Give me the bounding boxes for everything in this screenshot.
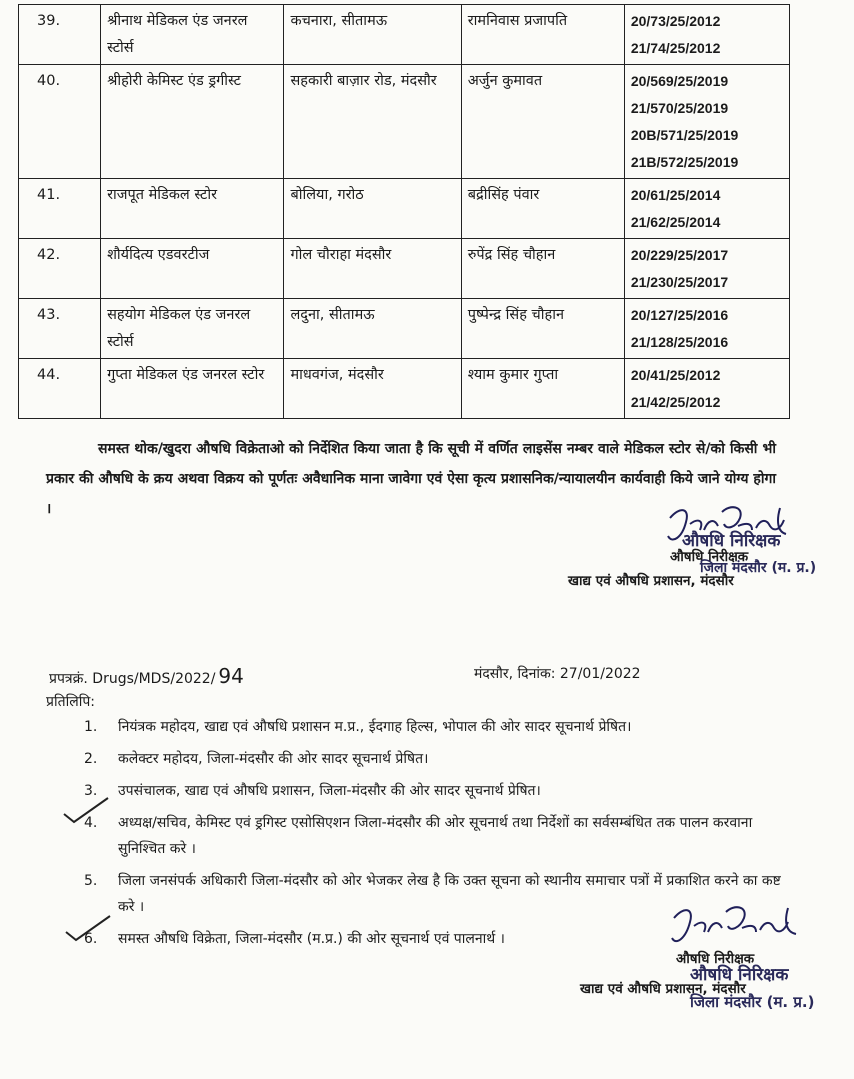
license-number: 20/229/25/2017 [630,247,729,263]
row-number: 42. [19,239,101,299]
copy-to-item-text: नियंत्रक महोदय, खाद्य एवं औषधि प्रशासन म.प्र., ईदगाह हिल्स, भोपाल की ओर सादर सूचनार्थ प्रेषित। [118,719,632,735]
copy-to-item-number: 4. [84,815,98,831]
store-name: श्रीहोरी केमिस्ट एंड ड्रगीस्ट [101,65,284,179]
store-address: बोलिया, गरोठ [284,179,461,239]
table-row [19,5,790,65]
copy-to-title: प्रतिलिपि: [46,694,95,710]
store-address: सहकारी बाज़ार रोड, मंदसौर [284,65,461,179]
store-address: माधवगंज, मंदसौर [284,359,461,419]
copy-to-item-number: 5. [84,873,98,889]
row-number: 41. [19,179,101,239]
copy-to-item-text: समस्त औषधि विक्रेता, जिला-मंदसौर (म.प्र.) की ओर सूचनार्थ एवं पालनार्थ । [118,931,505,947]
license-number: 21/230/25/2017 [630,274,729,290]
table-row [19,65,790,179]
license-number: 21/128/25/2016 [630,334,729,350]
table-row [19,179,790,239]
store-address: लदुना, सीतामऊ [284,299,461,359]
license-numbers [624,5,789,65]
notice-text: समस्त थोक/खुदरा औषधि विक्रेताओ को निर्देशित किया जाता है कि सूची में वर्णित लाइसेंस नम्बर वाले मेडिकल स्टोर से/को किसी भी प्रकार की औषधि के क्रय अथवा विक्रय को पूर्णतः अवैधानिक माना जावेगा एवं ऐसा कृत्य प्रशासनिक/न्यायालयीन कार्यवाही किये जाने योग्य होगा । [46,441,776,517]
table-row [19,239,790,299]
copy-to-item-number: 6. [84,931,98,947]
copy-to-item-text: उपसंचालक, खाद्य एवं औषधि प्रशासन, जिला-मंदसौर की ओर सादर सूचनार्थ प्रेषित। [118,783,541,799]
owner-name: श्याम कुमार गुप्ता [461,359,624,419]
table-row [19,359,790,419]
copy-to-item-text: जिला जनसंपर्क अधिकारी जिला-मंदसौर को ओर भेजकर लेख है कि उक्त सूचना को स्थानीय समाचार पत्रों में प्रकाशित करने का कष्ट करे । [118,873,781,915]
designation-1: औषधि निरीक्षक [670,549,749,565]
copy-to-item-number: 2. [84,751,98,767]
department-1: खाद्य एवं औषधि प्रशासन, मंदसौर [568,573,734,589]
license-number: 21/62/25/2014 [630,214,721,230]
license-number: 21/42/25/2012 [630,394,721,410]
row-number: 39. [19,5,101,65]
owner-name: रुपेंद्र सिंह चौहान [461,239,624,299]
check-mark-icon [62,796,112,826]
license-numbers [624,179,789,239]
check-mark-icon [64,912,114,942]
license-table [18,4,790,419]
stamp-district-1: जिला मंदसौर (म. प्र.) [700,560,817,576]
copy-to-item [84,778,784,804]
copy-to-item [84,746,784,772]
row-number: 44. [19,359,101,419]
store-name: राजपूत मेडिकल स्टोर [101,179,284,239]
row-number: 40. [19,65,101,179]
designation-2: औषधि निरीक्षक [676,951,755,967]
copy-to-item [84,714,784,740]
store-address: गोल चौराहा मंदसौर [284,239,461,299]
copy-to-item-number: 1. [84,719,98,735]
store-name: सहयोग मेडिकल एंड जनरल स्टोर्स [101,299,284,359]
owner-name: अर्जुन कुमावत [461,65,624,179]
reference-handwritten-number: 94 [218,664,244,688]
license-numbers [624,65,789,179]
row-number: 43. [19,299,101,359]
store-address: कचनारा, सीतामऊ [284,5,461,65]
license-number: 21/570/25/2019 [630,100,729,116]
copy-to-item [84,810,784,862]
license-numbers [624,299,789,359]
license-number: 20/61/25/2014 [630,187,721,203]
license-numbers [624,239,789,299]
copy-to-item-text: अध्यक्ष/सचिव, केमिस्ट एवं ड्रगिस्ट एसोसिएशन जिला-मंदसौर की ओर सूचनार्थ तथा निर्देशों का सर्वसम्बंधित तक पालन करवाना सुनिश्चित करे । [118,815,753,857]
stamp-title-2: औषधि निरिक्षक [690,965,789,985]
store-name: श्रीनाथ मेडिकल एंड जनरल स्टोर्स [101,5,284,65]
license-numbers [624,359,789,419]
license-number: 20/127/25/2016 [630,307,729,323]
owner-name: रामनिवास प्रजापति [461,5,624,65]
department-2: खाद्य एवं औषधि प्रशासन, मंदसौर [580,981,746,997]
license-number: 20/41/25/2012 [630,367,721,383]
reference-number: प्रपत्रक्रं. Drugs/MDS/2022/ 94 [49,664,244,688]
license-number: 20B/571/25/2019 [630,127,739,143]
license-number: 20/73/25/2012 [630,13,721,29]
license-number: 20/569/25/2019 [630,73,729,89]
license-number: 21B/572/25/2019 [630,154,739,170]
store-name: शौर्यदित्य एडवरटीज [101,239,284,299]
owner-name: बद्रीसिंह पंवार [461,179,624,239]
letter-date: मंदसौर, दिनांक: 27/01/2022 [474,666,641,682]
copy-to-item-number: 3. [84,783,98,799]
copy-to-item-text: कलेक्टर महोदय, जिला-मंदसौर की ओर सादर सूचनार्थ प्रेषित। [118,751,429,767]
owner-name: पुष्पेन्द्र सिंह चौहान [461,299,624,359]
stamp-title-1: औषधि निरिक्षक [682,531,781,551]
table-row [19,299,790,359]
signature-scrawl-2 [664,900,814,952]
license-number: 21/74/25/2012 [630,40,721,56]
store-name: गुप्ता मेडिकल एंड जनरल स्टोर [101,359,284,419]
stamp-district-2: जिला मंदसौर (म. प्र.) [690,993,815,1011]
